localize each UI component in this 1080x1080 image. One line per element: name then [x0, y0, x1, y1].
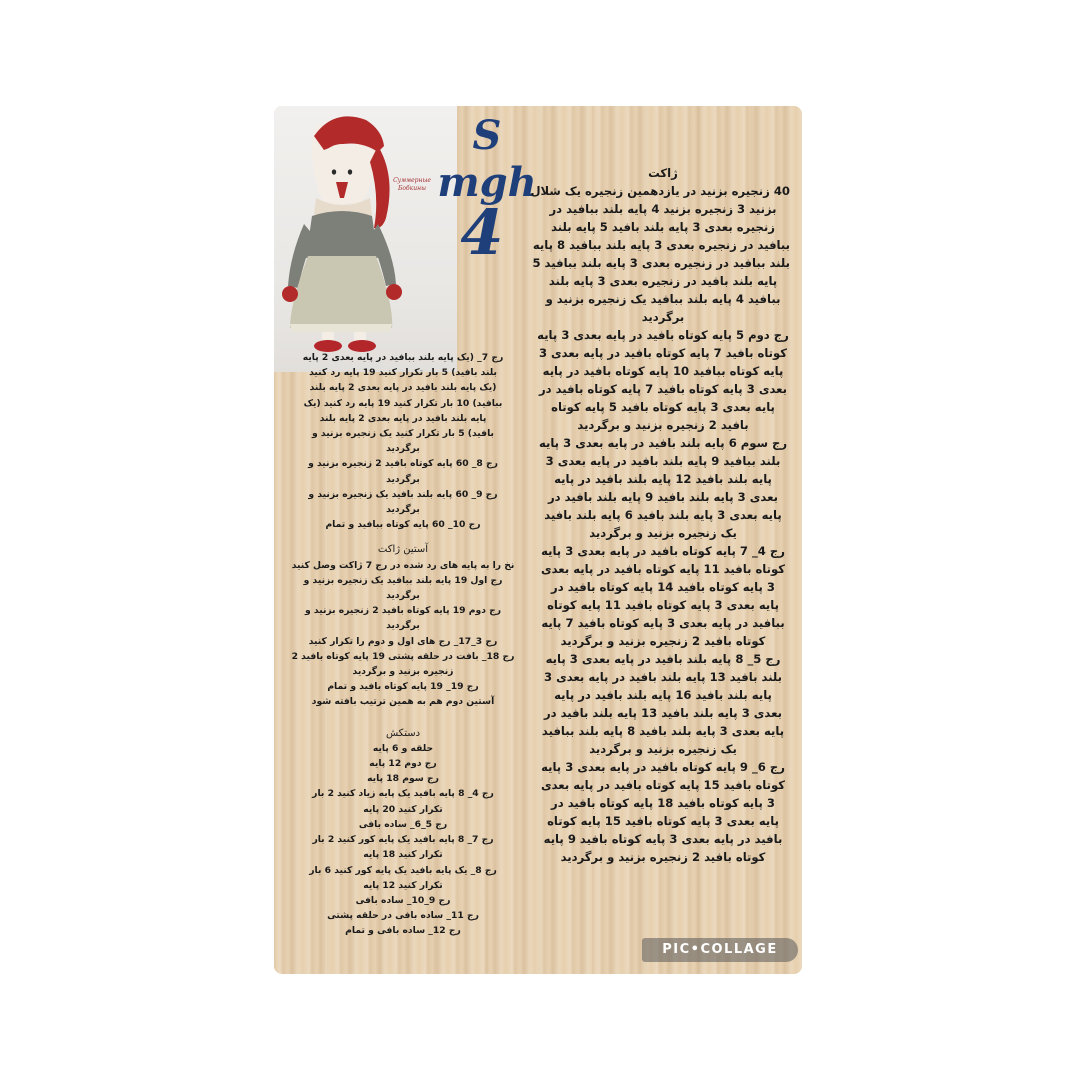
- instruction-line: رج اول 19 پایه بلند ببافید یک زنجیره بزنید و: [303, 574, 503, 586]
- instruction-line: بافید در پایه بعدی 3 پایه کوتاه بافید 9 پایه: [543, 832, 783, 846]
- instruction-line: برگردید: [386, 504, 420, 516]
- pattern-card: [274, 106, 802, 974]
- instruction-line: برگردید: [386, 473, 420, 485]
- instruction-line: رج 3_17_ رج های اول و دوم را تکرار کنید: [308, 635, 498, 647]
- instruction-line: رج دوم 12 پایه: [369, 758, 437, 770]
- instruction-line: رج سوم 6 پایه بلند بافید در پایه بعدی 3 پایه: [538, 436, 788, 450]
- instruction-line: ببافید) 10 بار تکرار کنید 19 پایه رد کنید (یک: [303, 397, 503, 409]
- instruction-line: زنجیره بعدی 3 پایه بلند بافید 5 پایه بلند: [551, 220, 775, 234]
- instruction-line: بافید 2 زنجیره بزنید و برگردید: [577, 418, 749, 432]
- instruction-line: ببافید در پایه بعدی 3 پایه کوتاه بافید 7 پایه: [541, 616, 785, 630]
- instruction-line: رج 4_ 7 پایه کوتاه بافید در پایه بعدی 3 پایه: [541, 544, 785, 558]
- sleeve-mitten-instructions: [284, 350, 522, 939]
- instruction-line: 40 زنجیره بزنید در یازدهمین زنجیره یک شلال: [530, 184, 790, 198]
- instruction-line: (یک پایه بلند بافید در پایه بعدی 2 پایه بلند: [309, 382, 497, 394]
- instruction-line: کوتاه بافید 11 پایه کوتاه بافید در پایه بعدی: [540, 562, 786, 576]
- instruction-line: کوتاه بافید 7 پایه کوتاه بافید در پایه بعدی 3: [538, 346, 788, 360]
- instruction-line: رج 5_6_ ساده بافی: [358, 818, 448, 830]
- jacket-instructions: [530, 164, 790, 866]
- instruction-line: تکرار کنید 12 پایه: [363, 879, 443, 891]
- instruction-line: رج 4_ 8 پایه بافید یک پایه زیاد کنید 2 بار: [312, 788, 494, 800]
- instruction-line: رج سوم 18 پایه: [367, 773, 439, 785]
- instruction-line: پایه بعدی 3 پایه بلند بافید 6 پایه بلند بافید: [544, 508, 782, 522]
- instruction-line: پایه بلند بافید 16 پایه بلند بافید در پایه: [554, 688, 772, 702]
- brand-title: S mgh: [437, 112, 537, 206]
- instruction-line: رج 9_10_ ساده بافی: [355, 894, 451, 906]
- instruction-line: پایه کوتاه ببافید 10 پایه کوتاه بافید در پایه: [542, 364, 784, 378]
- instruction-line: بلند ببافید در زنجیره بعدی 3 پایه بلند ببافید 5: [532, 256, 790, 270]
- instruction-line: رج 18_ بافت در حلقه پشتی 19 پایه کوتاه بافید 2: [291, 650, 515, 662]
- instruction-line: بلند ببافید 9 پایه بلند بافید در پایه بعدی 3: [545, 454, 781, 468]
- instruction-line: بعدی 3 پایه بلند بافید 9 پایه بلند بافید در: [547, 490, 778, 504]
- instruction-line: تکرار کنید 20 پایه: [363, 803, 443, 815]
- instruction-line: کوتاه بافید 2 زنجیره بزنید و برگردید: [560, 634, 766, 648]
- instruction-line: یک زنجیره بزنید و برگردید: [589, 526, 737, 540]
- instruction-line: تکرار کنید 18 پایه: [363, 849, 443, 861]
- instruction-line: رج 6_ 9 پایه کوتاه بافید در پایه بعدی 3 پایه: [541, 760, 785, 774]
- instruction-line: کوتاه بافید 15 پایه کوتاه بافید در پایه بعدی: [540, 778, 786, 792]
- instruction-line: پایه بلند بافید در زنجیره بعدی 3 پایه بلند: [548, 274, 778, 288]
- instruction-line: رج 9_ 60 پایه بلند بافید یک زنجیره بزنید و: [308, 488, 498, 500]
- instruction-line: برگردید: [386, 620, 420, 632]
- mitten-section-title: دستکش: [385, 727, 421, 739]
- instruction-line: رج 12_ ساده بافی و تمام: [345, 925, 461, 937]
- instruction-line: پایه بلند بافید در پایه بعدی 2 پایه بلند: [319, 412, 487, 424]
- instruction-line: پایه بعدی 3 پایه کوتاه بافید 15 پایه کوتاه: [547, 814, 779, 828]
- instruction-line: ببافید در زنجیره بعدی 3 پایه بلند ببافید 8 پایه: [532, 238, 790, 252]
- section-title: ژاکت: [648, 166, 678, 180]
- instruction-line: رج 7_ 8 پایه بافید یک پایه کور کنید 2 بار: [312, 834, 494, 846]
- instruction-line: بعدی 3 پایه بلند بافید 13 پایه بلند بافید در: [543, 706, 783, 720]
- instruction-line: حلقه و 6 پایه: [372, 742, 434, 754]
- instruction-line: رج 7_ (یک پایه بلند ببافید در پایه بعدی 2 پایه: [302, 352, 504, 363]
- instruction-line: رج 10_ 60 پایه کوتاه ببافید و تمام: [325, 519, 481, 531]
- instruction-line: کوتاه بافید 2 زنجیره بزنید و برگردید: [560, 850, 766, 864]
- instruction-line: 3 پایه کوتاه بافید 18 پایه کوتاه بافید در: [551, 796, 775, 810]
- instruction-line: برگردید: [641, 310, 685, 324]
- part-number: 4: [460, 196, 504, 269]
- instruction-line: رج 5_ 8 پایه بلند بافید در پایه بعدی 3 پایه: [545, 652, 781, 666]
- pic-collage-watermark: PIC•COLLAGE: [642, 938, 798, 962]
- instruction-line: رج دوم 19 پایه کوتاه بافید 2 زنجیره بزنید و: [304, 605, 502, 617]
- instruction-line: ببافید 4 پایه بلند ببافید یک زنجیره بزنید و: [545, 292, 781, 306]
- instruction-line: بلند بافید) 5 بار تکرار کنید 19 پایه رد کنید: [309, 367, 497, 379]
- instruction-line: بلند بافید 13 پایه بلند بافید در پایه بعدی 3: [543, 670, 783, 684]
- instruction-line: برگردید: [386, 590, 420, 602]
- photo-label-line-2: Бобкины: [398, 185, 426, 192]
- instruction-line: پایه بعدی 3 پایه بلند بافید 8 پایه بلند ببافید: [541, 724, 785, 738]
- instruction-line: رج 8_ یک پایه بافید یک پایه کور کنید 6 بار: [309, 864, 497, 876]
- instruction-line: رج 8_ 60 پایه کوتاه بافید 2 زنجیره بزنید و: [308, 458, 498, 470]
- instruction-line: پایه بعدی 3 پایه کوتاه بافید 11 پایه کوتاه: [547, 598, 779, 612]
- instruction-line: 3 پایه کوتاه بافید 14 پایه کوتاه بافید در: [551, 580, 775, 594]
- sleeve-section-title: آستین ژاکت: [377, 544, 429, 556]
- instruction-line: رج 11_ ساده بافی در حلقه پشتی: [327, 910, 479, 922]
- instruction-line: یک زنجیره بزنید و برگردید: [589, 742, 737, 756]
- instruction-line: بعدی 3 پایه کوتاه بافید 7 پایه کوتاه بافید در: [538, 382, 788, 396]
- instruction-line: برگردید: [386, 443, 420, 455]
- instruction-line: بافید) 5 بار تکرار کنید یک زنجیره بزنید و: [312, 428, 494, 440]
- instruction-line: بزنید 3 زنجیره بزنید 4 پایه بلند ببافید در: [549, 202, 777, 216]
- photo-label-line-1: Суммерные: [393, 177, 431, 184]
- instruction-line: نخ را به پایه های رد شده در رج 7 ژاکت وصل کنید: [291, 559, 515, 571]
- instruction-line: آستین دوم هم به همین ترتیب بافته شود: [311, 696, 495, 708]
- instruction-line: زنجیره بزنید و برگردید: [352, 666, 454, 678]
- instruction-line: رج دوم 5 پایه کوتاه بافید در پایه بعدی 3 پایه: [537, 328, 789, 342]
- instruction-line: پایه بلند بافید 12 پایه بلند بافید در پایه: [554, 472, 772, 486]
- instruction-line: پایه بعدی 3 پایه کوتاه بافید 5 پایه کوتاه: [551, 400, 775, 414]
- instruction-line: رج 19_ 19 پایه کوتاه بافید و تمام: [327, 681, 479, 693]
